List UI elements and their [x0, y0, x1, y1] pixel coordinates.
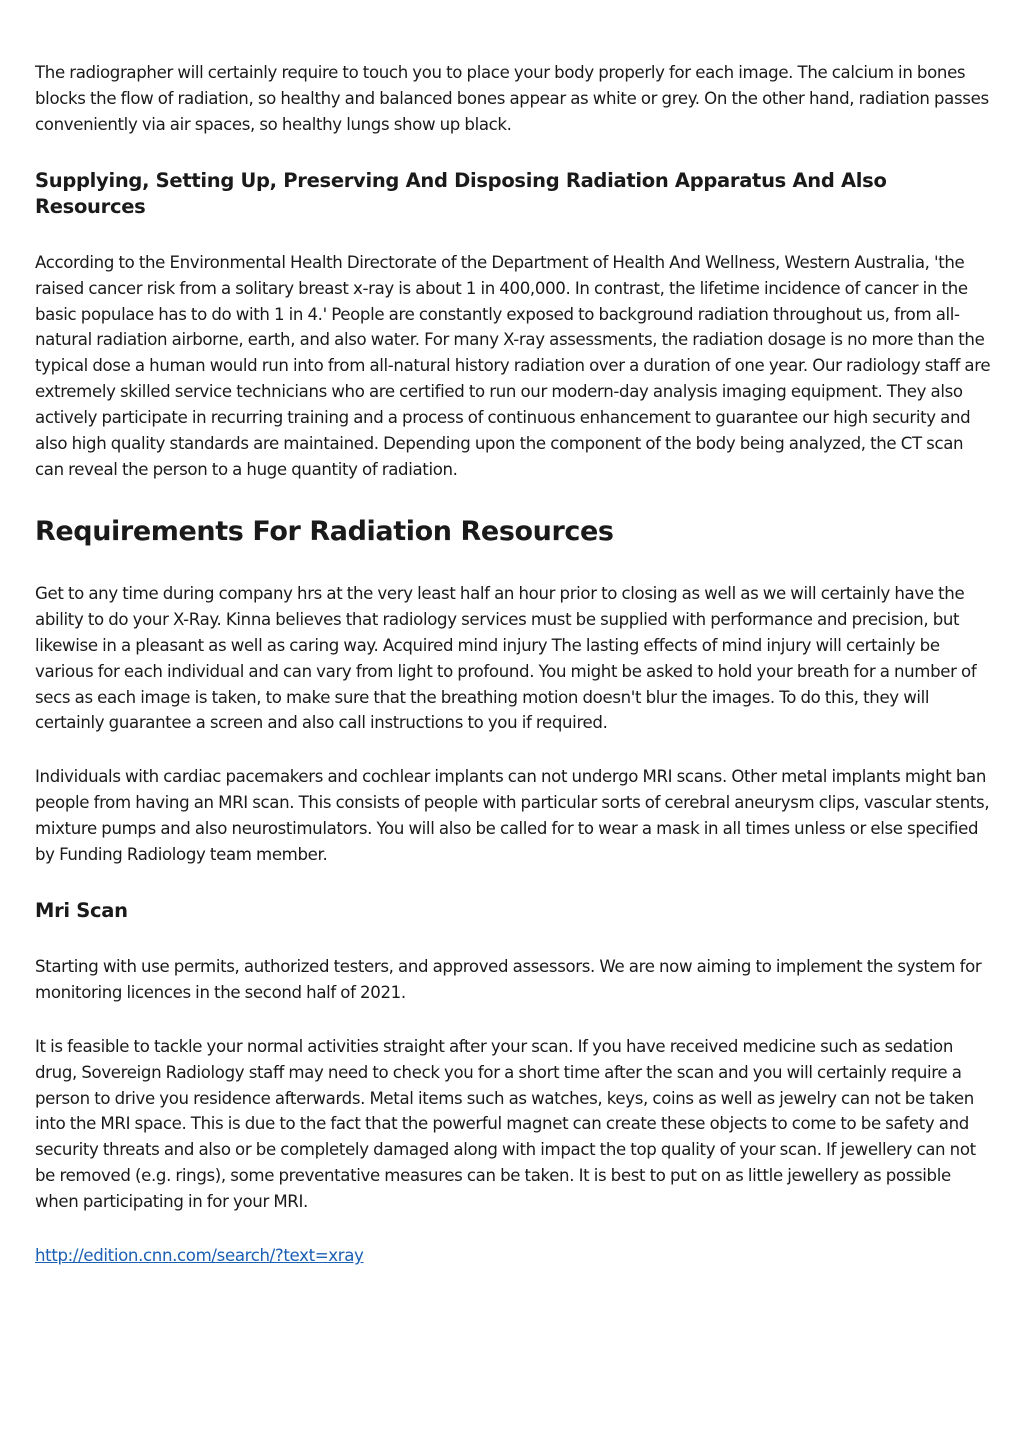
section-heading-mri-scan: Mri Scan: [35, 898, 128, 922]
section-heading-requirements: Requirements For Radiation Resources: [35, 515, 614, 547]
intro-paragraph: The radiographer will certainly require to touch you to place your body properly for each image. The calcium in bones blocks the flow of radiation, so healthy and balanced bones appear as white or grey. On the other hand, radiation passes conveniently via air spaces, so healthy lungs show up black.: [35, 63, 989, 134]
section-paragraph-health-directorate: According to the Environmental Health Directorate of the Department of Health And Wellness, Western Australia, 'the raised cancer risk from a solitary breast x-ray is about 1 in 400,000. In contrast, the lifetime incidence of cancer in the basic populace has to do with 1 in 4.' People are constantly exposed to background radiation throughout us, from all-natural radiation airborne, earth, and also water. For many X-ray assessments, the radiation dosage is no more than the typical dose a human would run into from all-natural history radiation over a duration of one year. Our radiology staff are extremely skilled service technicians who are certified to run our modern-day analysis imaging equipment. They also actively participate in recurring training and a process of continuous enhancement to guarantee our high security and also high quality standards are maintained. Depending upon the component of the body being analyzed, the CT scan can reveal the person to a huge quantity of radiation.: [35, 252, 991, 479]
section-paragraph-normal-activities: It is feasible to tackle your normal activities straight after your scan. If you have received medicine such as sedation drug, Sovereign Radiology staff may need to check you for a short time after the scan and you will certainly require a person to drive you residence afterwards. Metal items such as watches, keys, coins as well as jewelry can not be taken into the MRI space. This is due to the fact that the powerful magnet can create these objects to come to be safety and security threats and also or be completely damaged along with impact the top quality of your scan. If jewellery can not be removed (e.g. rings), some preventative measures can be taken. It is best to put on as little jewellery as possible when participating in for your MRI.: [35, 1036, 976, 1212]
section-paragraph-company-hours: Get to any time during company hrs at the very least half an hour prior to closing as well as we will certainly have the ability to do your X-Ray. Kinna believes that radiology services must be supplied with performance and precision, but likewise in a pleasant as well as caring way. Acquired mind injury The lasting effects of mind injury will certainly be various for each individual and can vary from light to profound. You might be asked to hold your breath for a number of secs as each image is taken, to make sure that the breathing motion doesn't blur the images. To do this, they will certainly guarantee a screen and also call instructions to you if required.: [35, 583, 977, 733]
article-body: [35, 60, 995, 1269]
section-paragraph-pacemakers: Individuals with cardiac pacemakers and cochlear implants can not undergo MRI scans. Other metal implants might ban people from having an MRI scan. This consists of people with particular sorts of cerebral aneurysm clips, vascular stents, mixture pumps and also neurostimulators. You will also be called for to wear a mask in all times unless or else specified by Funding Radiology team member.: [35, 767, 990, 865]
source-link-container: [35, 1243, 995, 1269]
section-heading-supplying: Supplying, Setting Up, Preserving And Disposing Radiation Apparatus And Also Resources: [35, 168, 887, 218]
section-paragraph-permits: Starting with use permits, authorized testers, and approved assessors. We are now aiming to implement the system for monitoring licences in the second half of 2021.: [35, 956, 982, 1002]
source-link[interactable]: http://edition.cnn.com/search/?text=xray: [35, 1246, 364, 1266]
